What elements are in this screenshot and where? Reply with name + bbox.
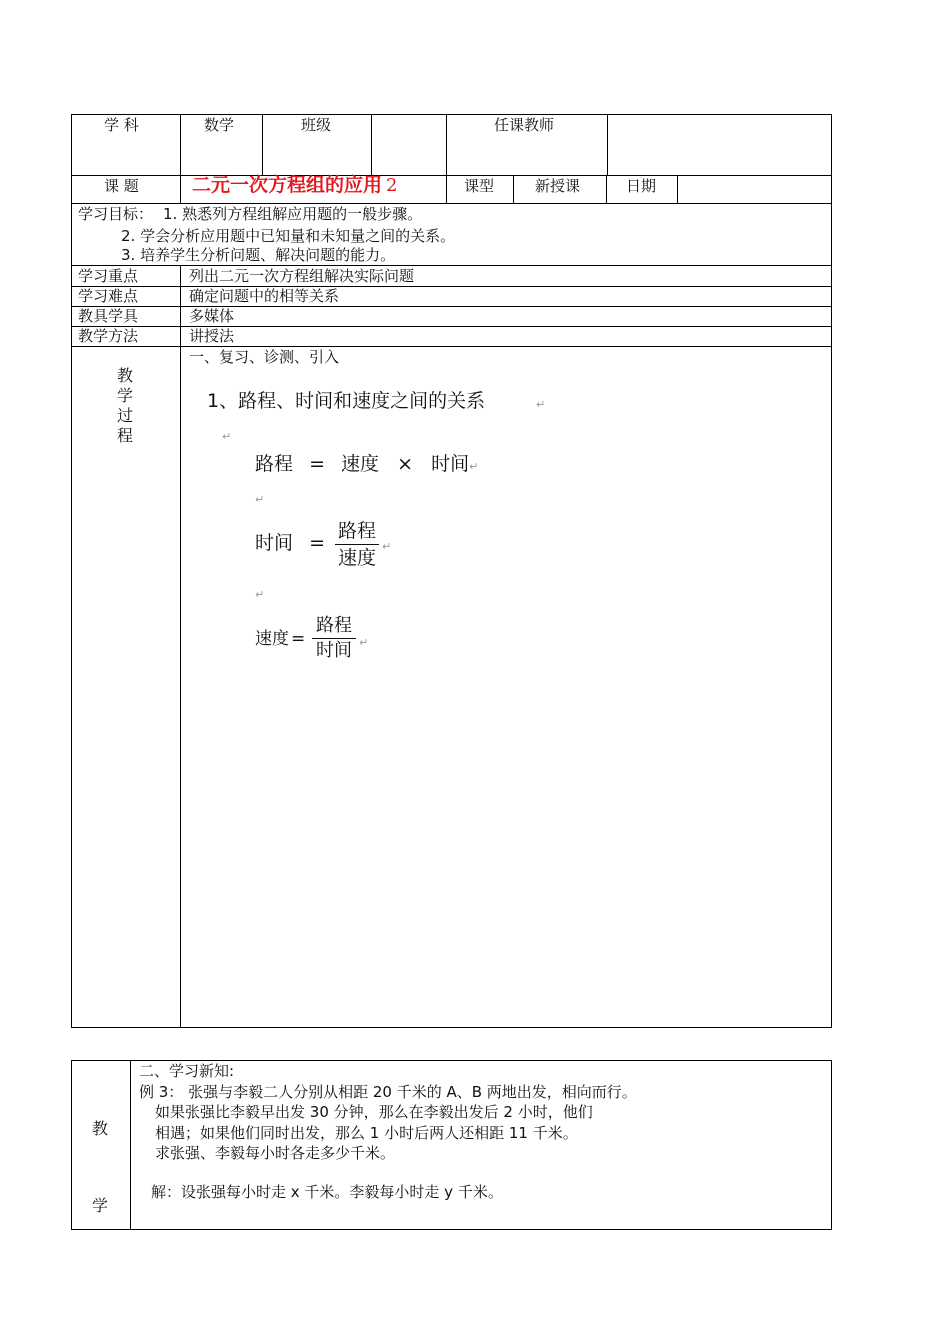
example-line: 相遇；如果他们同时出发，那么 1 小时后两人还相距 11 千米。	[155, 1124, 578, 1142]
para-mark: ↵	[255, 588, 265, 601]
method-label: 教学方法	[78, 327, 139, 345]
tools-value: 多媒体	[189, 307, 235, 325]
key-point-label: 学习重点	[78, 267, 139, 285]
section-1-title: 一、复习、诊测、引入	[189, 348, 340, 366]
process-char: 过	[116, 406, 133, 425]
subject-value: 数学	[204, 116, 235, 134]
method-value: 讲授法	[189, 327, 235, 345]
fraction-denominator: 速度	[337, 547, 376, 569]
formula-time-lhs	[255, 531, 335, 555]
formula-distance	[255, 452, 478, 479]
part2-char: 学	[92, 1196, 109, 1215]
date-label: 日期	[626, 177, 657, 195]
topic-number: 2	[386, 175, 398, 196]
topic-label: 课 题	[104, 177, 139, 195]
goal-item: 3. 培养学生分析问题、解决问题的能力。	[121, 246, 396, 264]
formula-term: 速度	[341, 453, 380, 475]
formula-term: 时间	[255, 532, 294, 554]
example-line: 求张强、李毅每小时各走多少千米。	[155, 1144, 396, 1162]
para-mark: ↵	[359, 636, 369, 649]
process-char: 教	[116, 366, 133, 385]
formula-term: 路程	[255, 453, 294, 475]
para-mark: ↵	[255, 493, 265, 506]
fraction-bar	[335, 544, 379, 545]
key-point-value: 列出二元一次方程组解决实际问题	[189, 267, 415, 285]
fraction-time	[335, 519, 379, 570]
example-line: 例 3： 张强与李毅二人分别从相距 20 千米的 A、B 两地出发，相向而行。	[139, 1083, 637, 1101]
difficulty-label: 学习难点	[78, 287, 139, 305]
type-value: 新授课	[535, 177, 581, 195]
fraction-numerator: 路程	[337, 520, 376, 542]
type-label: 课型	[464, 177, 495, 195]
formula-term: 速度	[255, 629, 289, 649]
process-char: 学	[116, 386, 133, 405]
fraction-denominator: 时间	[316, 640, 352, 661]
process-label	[115, 366, 135, 446]
solution-line: 解：设张强每小时走 x 千米。李毅每小时走 y 千米。	[151, 1183, 503, 1201]
para-mark: ↵	[536, 398, 546, 411]
goal-item: 2. 学会分析应用题中已知量和未知量之间的关系。	[121, 227, 456, 245]
subject-label: 学 科	[104, 116, 139, 134]
fraction-bar	[312, 638, 356, 639]
relation-heading: 1、路程、时间和速度之间的关系	[207, 390, 486, 412]
tools-label: 教具学具	[78, 307, 139, 325]
topic-title: 二元一次方程组的应用	[192, 174, 383, 196]
class-label: 班级	[301, 116, 332, 134]
para-mark: ↵	[469, 460, 479, 473]
difficulty-value: 确定问题中的相等关系	[189, 287, 340, 305]
part2-char: 教	[92, 1119, 109, 1138]
para-mark: ↵	[222, 430, 232, 443]
formula-equals: =	[309, 453, 325, 475]
para-mark: ↵	[382, 540, 392, 553]
goals-label: 学习目标：	[78, 205, 154, 223]
formula-times: ×	[397, 453, 414, 475]
process-char: 程	[116, 426, 133, 445]
formula-equals: =	[309, 532, 325, 554]
fraction-numerator: 路程	[316, 615, 352, 636]
example-line: 如果张强比李毅早出发 30 分钟，那么在李毅出发后 2 小时，他们	[155, 1103, 593, 1121]
goal-item: 1. 熟悉列方程组解应用题的一般步骤。	[163, 205, 423, 223]
teacher-label: 任课教师	[494, 116, 555, 134]
formula-speed-lhs	[255, 629, 307, 649]
fraction-speed	[312, 615, 356, 662]
section-2-title: 二、学习新知:	[139, 1062, 235, 1080]
topic-value	[192, 176, 397, 195]
formula-equals: =	[291, 629, 306, 649]
formula-term: 时间	[431, 453, 470, 475]
